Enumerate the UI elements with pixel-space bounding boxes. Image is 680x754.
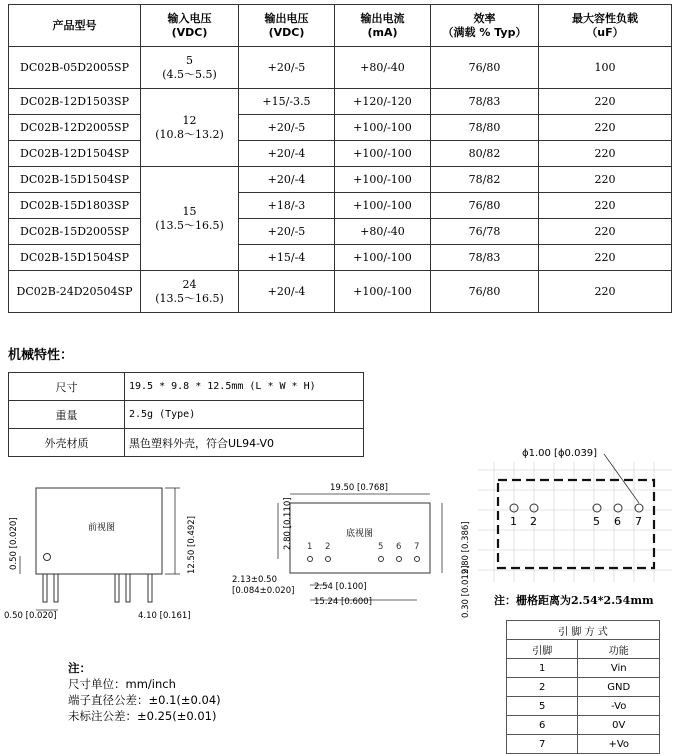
cap-cell: 220 <box>539 115 672 141</box>
dim-pin-width: 0.50 [0.020] <box>4 611 57 621</box>
vout-cell: +20/-4 <box>239 141 335 167</box>
cap-cell: 220 <box>539 167 672 193</box>
footprint-outline <box>498 480 654 568</box>
vin-cell: 12 (10.8～13.2) <box>141 89 239 167</box>
model-cell: DC02B-15D1504SP <box>9 167 141 193</box>
pin-table-title: 引 脚 方 式 <box>507 621 660 640</box>
pin-label-2: 2 <box>325 542 331 552</box>
fp-pin-1: 1 <box>510 515 517 528</box>
mech-title: 机械特性： <box>8 348 74 363</box>
efficiency-cell: 78/83 <box>431 245 539 271</box>
pin-col-header: 引脚 <box>507 640 578 659</box>
efficiency-cell: 76/80 <box>431 271 539 313</box>
bottom-view-label: 底视图 <box>346 529 374 539</box>
table-row <box>507 716 660 735</box>
model-cell: DC02B-15D1504SP <box>9 245 141 271</box>
efficiency-cell: 76/80 <box>431 193 539 219</box>
table-row <box>9 89 672 115</box>
vout-cell: +20/-5 <box>239 115 335 141</box>
mech-table <box>8 372 364 457</box>
cap-cell: 220 <box>539 219 672 245</box>
vout-cell: +18/-3 <box>239 193 335 219</box>
dim-pin-length: 4.10 [0.161] <box>138 611 191 621</box>
dim-pitch: 2.54 [0.100] <box>314 582 367 592</box>
spec-header-row <box>9 5 672 47</box>
header-vin: 输入电压 (VDC) <box>141 5 239 47</box>
iout-cell: +100/-100 <box>335 193 431 219</box>
cap-cell: 100 <box>539 47 672 89</box>
mech-row-case <box>9 429 364 457</box>
vout-cell: +20/-4 <box>239 167 335 193</box>
model-cell: DC02B-12D1504SP <box>9 141 141 167</box>
spec-table <box>8 4 672 313</box>
header-iout: 输出电流 (mA) <box>335 5 431 47</box>
table-row <box>507 678 660 697</box>
size-value: 19.5 * 9.8 * 12.5mm (L * W * H) <box>125 373 364 401</box>
case-value: 黑色塑料外壳，符合UL94-V0 <box>125 429 364 457</box>
fp-pin-6: 6 <box>614 515 621 528</box>
vin-cell: 24 (13.5～16.5) <box>141 271 239 313</box>
efficiency-cell: 76/80 <box>431 47 539 89</box>
front-pins <box>43 574 152 602</box>
vin-cell: 5 (4.5～5.5) <box>141 47 239 89</box>
fp-pin-2: 2 <box>530 515 537 528</box>
vout-cell: +15/-4 <box>239 245 335 271</box>
front-view-label: 前视图 <box>88 523 116 533</box>
func-col-header: 功能 <box>578 640 660 659</box>
weight-value: 2.5g (Type) <box>125 401 364 429</box>
cap-cell: 220 <box>539 245 672 271</box>
header-capacitive-load: 最大容性负载 （uF） <box>539 5 672 47</box>
table-row <box>9 167 672 193</box>
pin-number: 2 <box>507 678 578 697</box>
iout-cell: +80/-40 <box>335 47 431 89</box>
pin-label-7: 7 <box>414 542 420 552</box>
pin-function: Vin <box>578 659 660 678</box>
dim-thickness: 0.30 [0.012] <box>461 565 471 618</box>
dim-span: 15.24 [0.600] <box>314 597 373 607</box>
model-cell: DC02B-15D2005SP <box>9 219 141 245</box>
header-vout: 输出电压 (VDC) <box>239 5 335 47</box>
pin-number: 5 <box>507 697 578 716</box>
mech-row-weight <box>9 401 364 429</box>
table-row <box>507 659 660 678</box>
notes <box>68 660 221 724</box>
header-model: 产品型号 <box>9 5 141 47</box>
cap-cell: 220 <box>539 193 672 219</box>
fp-pin-5: 5 <box>593 515 600 528</box>
model-cell: DC02B-24D20504SP <box>9 271 141 313</box>
table-row <box>9 271 672 313</box>
pin-number: 6 <box>507 716 578 735</box>
dim-pin-offset: 2.80 [0.110] <box>283 497 293 550</box>
iout-cell: +100/-100 <box>335 141 431 167</box>
vout-cell: +15/-3.5 <box>239 89 335 115</box>
efficiency-cell: 76/78 <box>431 219 539 245</box>
iout-cell: +100/-100 <box>335 245 431 271</box>
dim-first-pin: 2.13±0.50 <box>232 575 277 585</box>
vout-cell: +20/-5 <box>239 219 335 245</box>
dim-hole: ϕ1.00 [ϕ0.039] <box>522 448 598 459</box>
table-row <box>9 219 672 245</box>
table-row <box>9 193 672 219</box>
table-row <box>9 47 672 89</box>
dim-width: 9.80 [0.386] <box>461 521 471 574</box>
vin-cell: 15 (13.5～16.5) <box>141 167 239 271</box>
efficiency-cell: 78/82 <box>431 167 539 193</box>
pin-label-6: 6 <box>396 542 402 552</box>
dim-first-pin-inch: [0.084±0.020] <box>232 586 295 596</box>
efficiency-cell: 80/82 <box>431 141 539 167</box>
size-label: 尺寸 <box>9 373 125 401</box>
model-cell: DC02B-15D1803SP <box>9 193 141 219</box>
iout-cell: +100/-100 <box>335 271 431 313</box>
iout-cell: +100/-100 <box>335 167 431 193</box>
pin-function: GND <box>578 678 660 697</box>
efficiency-cell: 78/83 <box>431 89 539 115</box>
vout-cell: +20/-5 <box>239 47 335 89</box>
model-cell: DC02B-05D2005SP <box>9 47 141 89</box>
table-row <box>9 141 672 167</box>
note-general-tolerance: 未标注公差：±0.25(±0.01) <box>68 709 217 723</box>
cap-cell: 220 <box>539 271 672 313</box>
dim-pin-gap: 0.50 [0.020] <box>9 517 19 570</box>
table-row <box>507 697 660 716</box>
dim-height: 12.50 [0.492] <box>187 515 197 574</box>
iout-cell: +80/-40 <box>335 219 431 245</box>
pin-label-5: 5 <box>378 542 384 552</box>
case-label: 外壳材质 <box>9 429 125 457</box>
pin-number: 7 <box>507 735 578 754</box>
pin-function: -Vo <box>578 697 660 716</box>
model-cell: DC02B-12D1503SP <box>9 89 141 115</box>
grid-note: 注：栅格距离为2.54*2.54mm <box>494 594 654 607</box>
weight-label: 重量 <box>9 401 125 429</box>
notes-title: 注： <box>68 661 91 675</box>
pin-table <box>506 620 660 754</box>
header-efficiency: 效率 （满载 % Typ） <box>431 5 539 47</box>
pin-function: +Vo <box>578 735 660 754</box>
vout-cell: +20/-4 <box>239 271 335 313</box>
mech-row-size <box>9 373 364 401</box>
table-row <box>9 115 672 141</box>
pin-number: 1 <box>507 659 578 678</box>
pin-function: 0V <box>578 716 660 735</box>
note-pin-tolerance: 端子直径公差：±0.1(±0.04) <box>68 693 221 707</box>
bottom-view-drawing <box>230 470 480 630</box>
iout-cell: +100/-100 <box>335 115 431 141</box>
cap-cell: 220 <box>539 89 672 115</box>
fp-pin-7: 7 <box>635 515 642 528</box>
model-cell: DC02B-12D2005SP <box>9 115 141 141</box>
footprint-grid <box>476 440 676 590</box>
dim-length: 19.50 [0.768] <box>330 483 389 493</box>
front-view-drawing <box>0 470 200 630</box>
pin-label-1: 1 <box>307 542 313 552</box>
note-units: 尺寸单位：mm/inch <box>68 677 176 691</box>
cap-cell: 220 <box>539 141 672 167</box>
table-row <box>9 245 672 271</box>
footprint-pins <box>510 504 643 512</box>
iout-cell: +120/-120 <box>335 89 431 115</box>
efficiency-cell: 78/80 <box>431 115 539 141</box>
